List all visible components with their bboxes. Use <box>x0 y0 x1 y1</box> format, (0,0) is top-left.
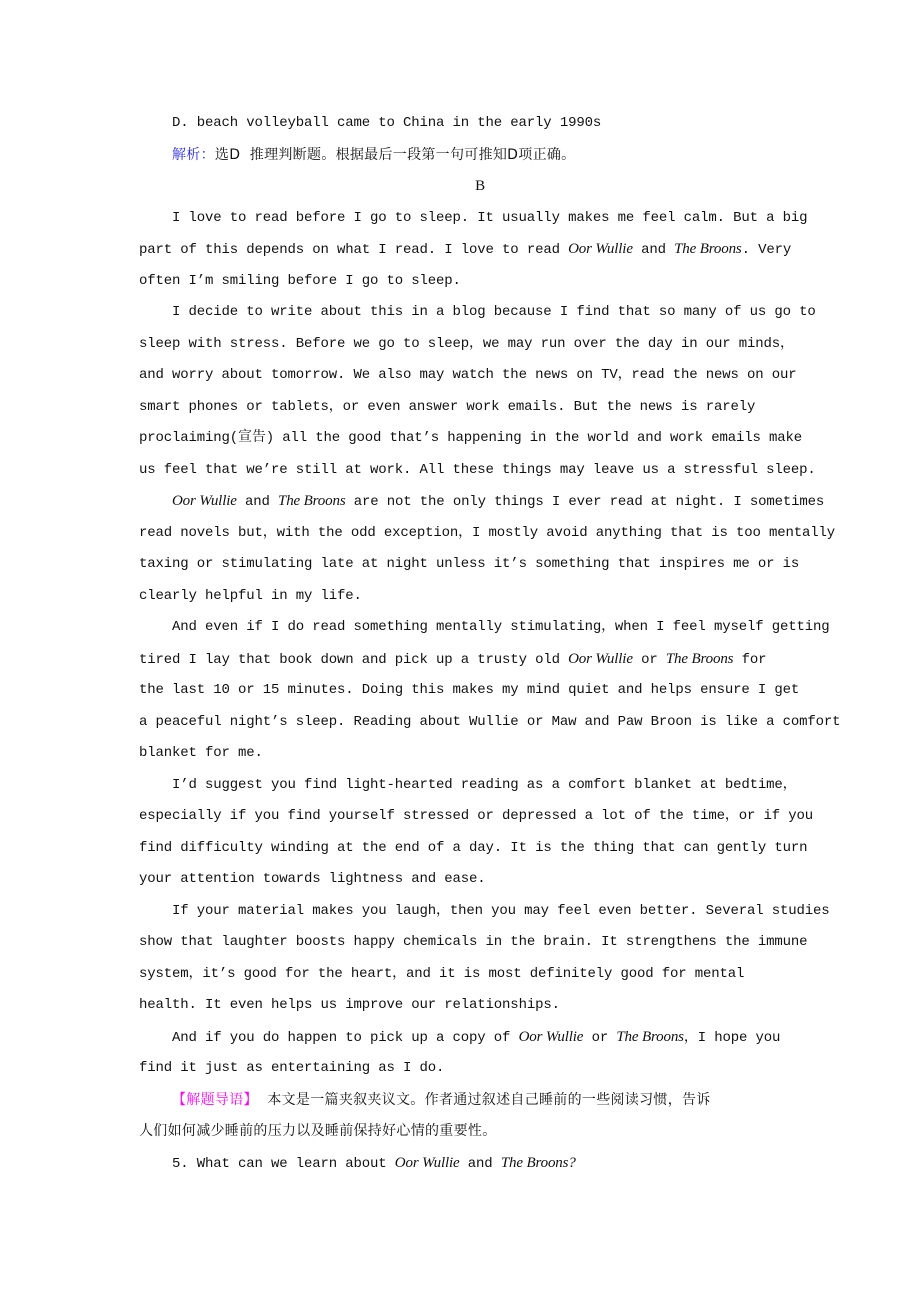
text-line <box>139 488 839 520</box>
title-oor-wullie: Oor Wullie <box>394 1154 460 1171</box>
title-oor-wullie: Oor Wullie <box>568 241 633 257</box>
text-span: tired I lay that book down and pick up a trusty old <box>139 651 569 668</box>
text-span: part of this depends on what I read. I love to read <box>139 242 569 258</box>
text-span: and <box>459 1155 501 1172</box>
paragraph-7 <box>139 1024 839 1087</box>
text-line: often I’m smiling before I go to sleep. <box>139 272 461 289</box>
text-line: and worry about tomorrow. We also may watch the news on TV，read the news on our <box>139 367 797 383</box>
paragraph-2 <box>139 299 839 488</box>
text-line: sleep with stress. Before we go to sleep，we may run over the day in our minds， <box>139 335 794 352</box>
text-line <box>139 1024 839 1056</box>
title-the-broons: The Broons <box>674 241 742 257</box>
guide-text: 人们如何减少睡前的压力以及睡前保持好心情的重要性。 <box>139 1123 497 1139</box>
text-line: system，it’s good for the heart，and it is most definitely good for mental <box>139 965 745 982</box>
text-line: show that laughter boosts happy chemicals in the brain. It strengthens the immune <box>139 934 808 950</box>
text-span: and <box>632 242 675 258</box>
text-line: smart phones or tablets，or even answer work emails. But the news is rarely <box>139 398 756 415</box>
title-the-broons: The Broons <box>278 493 346 509</box>
text-line: a peaceful night’s sleep. Reading about Wullie or Maw and Paw Broon is like a comfort <box>139 713 841 730</box>
title-the-broons: The Broons <box>665 650 734 667</box>
text-line: health. It even helps us improve our relationships. <box>139 997 560 1013</box>
text-line: I decide to write about this in a blog because I find that so many of us go to <box>172 304 816 320</box>
title-oor-wullie: Oor Wullie <box>518 1028 584 1045</box>
title-oor-wullie: Oor Wullie <box>568 650 633 667</box>
text-span: are not the only things I ever read at night. I sometimes <box>345 494 825 510</box>
guide-text: 本文是一篇夹叙夹议文。作者通过叙述自己睡前的一些阅读习惯，告诉 <box>257 1091 711 1108</box>
title-the-broons: The Broons <box>616 1028 684 1045</box>
text-line: read novels but，with the odd exception，I mostly avoid anything that is too mentally <box>139 524 836 541</box>
title-oor-wullie: Oor Wullie <box>172 493 237 509</box>
text-line: taxing or stimulating late at night unless it’s something that inspires me or is <box>139 556 800 572</box>
text-line: If your material makes you laugh，then you may feel even better. Several studies <box>172 902 830 919</box>
option-d: D. beach volleyball came to China in the early 1990s <box>172 115 602 131</box>
text-span: or <box>632 651 666 668</box>
text-span: ? <box>568 1154 576 1171</box>
text-line: the last 10 or 15 minutes. Doing this makes my mind quiet and helps ensure I get <box>139 682 800 698</box>
text-line: clearly helpful in my life. <box>139 587 362 604</box>
guide-line <box>139 1087 839 1119</box>
analysis-label: 解析： <box>172 146 215 163</box>
analysis-text: 选D 推理判断题。根据最后一段第一句可推知D项正确。 <box>214 146 576 163</box>
document-page <box>139 110 839 1181</box>
text-line: I love to read before I go to sleep. It usually makes me feel calm. But a big <box>172 209 808 226</box>
text-span: . Very <box>741 242 792 258</box>
text-span: 5. What can we learn about <box>172 1155 395 1172</box>
text-line <box>139 646 839 678</box>
guide-line <box>139 1118 839 1150</box>
text-line: find it just as entertaining as I do. <box>139 1060 445 1076</box>
analysis <box>139 142 839 174</box>
guide-block <box>139 1087 839 1150</box>
title-the-broons: The Broons <box>500 1154 569 1171</box>
text-span: or <box>583 1029 617 1046</box>
paragraph-6 <box>139 898 839 1024</box>
text-line: us feel that we’re still at work. All these things may leave us a stressful sleep. <box>139 461 816 478</box>
text-span: and <box>236 494 279 510</box>
guide-label: 【解题导语】 <box>172 1091 258 1108</box>
paragraph-5 <box>139 772 839 898</box>
text-span: And if you do happen to pick up a copy of <box>172 1029 519 1046</box>
text-line: find difficulty winding at the end of a day. It is the thing that can gently turn <box>139 839 808 856</box>
text-line: blanket for me. <box>139 745 263 761</box>
text-line: proclaiming(宣告) all the good that’s happening in the world and work emails make <box>139 430 803 446</box>
text-line: And even if I do read something mentally stimulating，when I feel myself getting <box>172 619 830 635</box>
text-line <box>139 236 839 268</box>
text-span: ，I hope you <box>683 1029 781 1046</box>
text-line: your attention towards lightness and ease. <box>139 871 486 887</box>
paragraph-3 <box>139 488 839 614</box>
text-line: I’d suggest you find light-hearted reading as a comfort blanket at bedtime， <box>172 776 797 793</box>
section-letter: B <box>475 178 485 194</box>
section-heading <box>139 173 839 205</box>
text-span: for <box>733 651 767 668</box>
paragraph-1 <box>139 205 839 300</box>
question-5 <box>139 1150 839 1182</box>
text-line: especially if you find yourself stressed or depressed a lot of the time，or if you <box>139 808 813 824</box>
paragraph-4 <box>139 614 839 772</box>
